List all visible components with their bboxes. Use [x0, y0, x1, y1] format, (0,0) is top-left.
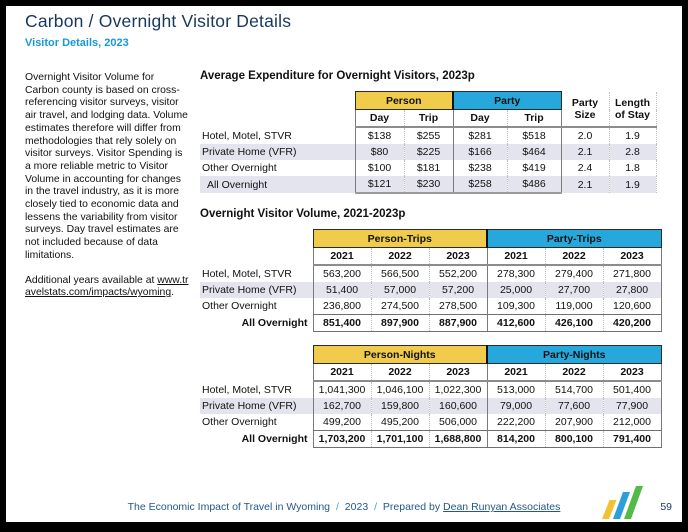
value-cell: 1,688,800 — [429, 431, 487, 448]
table-row — [200, 160, 656, 176]
year-header: 2022 — [371, 364, 429, 382]
party-trips-header: Party-Trips — [487, 230, 661, 248]
value-cell: 27,700 — [545, 282, 603, 298]
row-label: All Overnight — [241, 317, 308, 329]
row-label: Other Overnight — [202, 416, 277, 429]
row-label: Hotel, Motel, STVR — [202, 267, 292, 280]
value-cell: 27,800 — [603, 282, 661, 298]
footer-separator: / — [335, 501, 339, 513]
footer — [6, 501, 682, 513]
value-cell: 2.4 — [561, 160, 609, 176]
value-cell: 1,046,100 — [371, 381, 429, 398]
value-cell: 271,800 — [603, 265, 661, 282]
value-cell: $255 — [404, 127, 453, 144]
value-cell: 1.8 — [609, 160, 656, 176]
value-cell: $121 — [355, 176, 404, 193]
sidebar-paragraph: Overnight Visitor Volume for Carbon county is based on cross-referencing visitor surveys, visitor air travel, and lodging data. Volume estimates therefore will differ from methodologies that rely solely on visitor surveys. Visitor Spending is a more reliable metric to Visitor Volume in accounting for changes in the travel industry, as it is more closely tied to economic data and lessens the variability from visitor surveys. Day travel estimates are not included because of data limitations. — [25, 72, 188, 261]
value-cell: 1,022,300 — [429, 381, 487, 398]
value-cell: $464 — [507, 144, 561, 160]
value-cell: 274,500 — [371, 298, 429, 315]
value-cell: 119,000 — [545, 298, 603, 315]
value-cell: 800,100 — [545, 431, 603, 448]
sidebar-note — [25, 72, 191, 312]
row-label: Other Overnight — [202, 162, 277, 174]
value-cell: $238 — [453, 160, 507, 176]
value-cell: $166 — [453, 144, 507, 160]
value-cell: 25,000 — [487, 282, 545, 298]
row-label: Private Home (VFR) — [202, 284, 297, 296]
party-nights-header: Party-Nights — [487, 346, 661, 364]
value-cell: 887,900 — [429, 315, 487, 332]
value-cell: 506,000 — [429, 414, 487, 431]
year-header: 2022 — [545, 248, 603, 266]
value-cell: 1,703,200 — [313, 431, 371, 448]
sidebar-paragraph-additional — [25, 275, 191, 300]
value-cell: 77,900 — [603, 398, 661, 414]
value-cell: 278,300 — [487, 265, 545, 282]
row-label: All Overnight — [207, 178, 268, 191]
person-group-header: Person — [355, 92, 453, 110]
value-cell: 278,500 — [429, 298, 487, 315]
value-cell: $518 — [507, 127, 561, 144]
row-label: Other Overnight — [202, 300, 277, 313]
value-cell: $486 — [507, 176, 561, 193]
expenditure-section-title: Average Expenditure for Overnight Visitors, 2023p — [200, 70, 475, 82]
value-cell: $181 — [404, 160, 453, 176]
value-cell: $419 — [507, 160, 561, 176]
table-row-total — [200, 315, 661, 332]
value-cell: 851,400 — [313, 315, 371, 332]
value-cell: 495,200 — [371, 414, 429, 431]
value-cell: 212,000 — [603, 414, 661, 431]
value-cell: 207,900 — [545, 414, 603, 431]
value-cell: 79,000 — [487, 398, 545, 414]
value-cell: 1.9 — [609, 127, 656, 144]
value-cell: 159,800 — [371, 398, 429, 414]
spacer-cell — [200, 364, 313, 382]
value-cell: 513,000 — [487, 381, 545, 398]
spacer-cell — [200, 230, 313, 248]
value-cell: 2.8 — [609, 144, 656, 160]
value-cell: 57,000 — [371, 282, 429, 298]
footer-year: 2023 — [344, 501, 369, 513]
value-cell: $230 — [404, 176, 453, 193]
main-content — [200, 70, 676, 448]
page-subtitle: Visitor Details, 2023 — [25, 37, 129, 49]
value-cell: 2.0 — [561, 127, 609, 144]
column-header: Trip — [404, 110, 453, 128]
year-header: 2023 — [429, 364, 487, 382]
value-cell: 1,041,300 — [313, 381, 371, 398]
value-cell: $225 — [404, 144, 453, 160]
party-group-header: Party — [453, 92, 561, 110]
value-cell: 77,600 — [545, 398, 603, 414]
expenditure-table — [200, 91, 657, 194]
year-header: 2021 — [487, 364, 545, 382]
table-row-total — [200, 176, 656, 193]
value-cell: 501,400 — [603, 381, 661, 398]
value-cell: 420,200 — [603, 315, 661, 332]
table-row — [200, 265, 661, 282]
value-cell: 120,600 — [603, 298, 661, 315]
value-cell: 279,400 — [545, 265, 603, 282]
year-header: 2021 — [487, 248, 545, 266]
footer-prepared-by: Prepared by — [382, 501, 441, 513]
page-number: 59 — [660, 501, 672, 513]
year-header: 2022 — [545, 364, 603, 382]
table-row — [200, 298, 661, 315]
table-row — [200, 127, 656, 144]
value-cell: 1,701,100 — [371, 431, 429, 448]
year-header: 2023 — [429, 248, 487, 266]
year-header: 2023 — [603, 364, 661, 382]
value-cell: 160,600 — [429, 398, 487, 414]
value-cell: 2.1 — [561, 176, 609, 193]
value-cell: 222,200 — [487, 414, 545, 431]
value-cell: 563,200 — [313, 265, 371, 282]
table-row — [200, 144, 656, 160]
column-header: Day — [453, 110, 507, 128]
spacer-cell — [200, 110, 355, 128]
year-header: 2021 — [313, 364, 371, 382]
value-cell: $138 — [355, 127, 404, 144]
page-title: Carbon / Overnight Visitor Details — [25, 11, 292, 31]
volume-nights-table — [200, 345, 662, 448]
table-sub-header-row — [200, 364, 661, 382]
footer-report-title: The Economic Impact of Travel in Wyoming — [127, 501, 331, 513]
value-cell: 552,200 — [429, 265, 487, 282]
value-cell: $80 — [355, 144, 404, 160]
value-cell: 162,700 — [313, 398, 371, 414]
table-row-total — [200, 431, 661, 448]
dean-runyan-link[interactable]: Dean Runyan Associates — [443, 501, 561, 513]
volume-trips-table — [200, 229, 662, 332]
table-row — [200, 414, 661, 431]
row-label: Hotel, Motel, STVR — [202, 383, 292, 396]
year-header: 2021 — [313, 248, 371, 266]
year-header: 2023 — [603, 248, 661, 266]
value-cell: 426,100 — [545, 315, 603, 332]
row-label: Private Home (VFR) — [202, 146, 297, 158]
value-cell: 897,900 — [371, 315, 429, 332]
person-trips-header: Person-Trips — [313, 230, 487, 248]
spacer-cell — [200, 346, 313, 364]
table-row — [200, 381, 661, 398]
value-cell: 814,200 — [487, 431, 545, 448]
value-cell: 57,200 — [429, 282, 487, 298]
spacer-cell — [200, 248, 313, 266]
value-cell: $100 — [355, 160, 404, 176]
row-label: Hotel, Motel, STVR — [202, 129, 292, 142]
value-cell: 2.1 — [561, 144, 609, 160]
table-sub-header-row — [200, 248, 661, 266]
value-cell: 412,600 — [487, 315, 545, 332]
row-label: Private Home (VFR) — [202, 400, 297, 412]
row-label: All Overnight — [241, 433, 308, 445]
value-cell: 499,200 — [313, 414, 371, 431]
value-cell: 514,700 — [545, 381, 603, 398]
value-cell: $281 — [453, 127, 507, 144]
table-row — [200, 282, 661, 298]
value-cell: 51,400 — [313, 282, 371, 298]
value-cell: $258 — [453, 176, 507, 193]
spacer-cell — [200, 92, 355, 110]
table-group-header-row — [200, 230, 661, 248]
value-cell: 109,300 — [487, 298, 545, 315]
dean-runyan-logo-icon — [600, 484, 646, 520]
length-of-stay-header: Length of Stay — [609, 92, 656, 128]
table-group-header-row — [200, 346, 661, 364]
volume-section-title: Overnight Visitor Volume, 2021-2023p — [200, 208, 406, 220]
column-header: Day — [355, 110, 404, 128]
value-cell: 236,800 — [313, 298, 371, 315]
value-cell: 791,400 — [603, 431, 661, 448]
additional-years-text: Additional years available at — [25, 274, 158, 286]
travelstats-link[interactable]: www.travelstats.com/impacts/wyoming — [25, 274, 189, 299]
column-header: Trip — [507, 110, 561, 128]
period-text: . — [171, 287, 174, 299]
table-group-header-row — [200, 92, 656, 110]
year-header: 2022 — [371, 248, 429, 266]
value-cell: 1.9 — [609, 176, 656, 193]
person-nights-header: Person-Nights — [313, 346, 487, 364]
party-size-header: Party Size — [561, 92, 609, 128]
value-cell: 566,500 — [371, 265, 429, 282]
footer-separator: / — [374, 501, 377, 513]
table-row — [200, 398, 661, 414]
logo-stripe-green — [624, 486, 643, 519]
